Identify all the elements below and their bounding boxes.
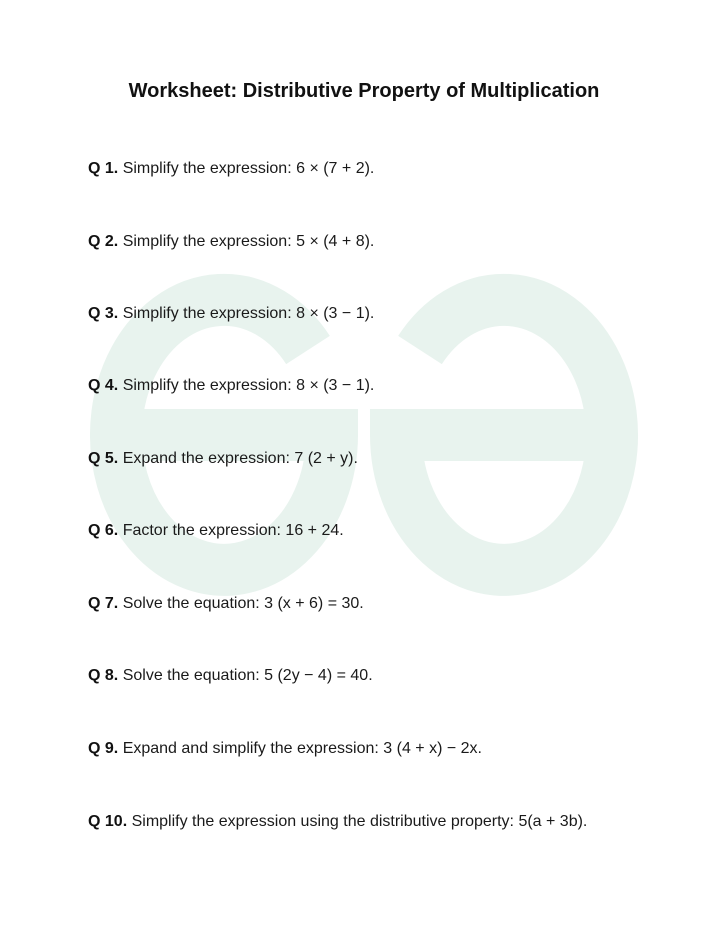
question-text: Simplify the expression: 8 × (3 − 1).	[122, 305, 375, 322]
question-text: Simplify the expression: 5 × (4 + 8).	[122, 233, 375, 250]
question-text: Simplify the expression using the distributive property: 5(a + 3b).	[131, 813, 588, 830]
question-item	[88, 740, 482, 758]
question-item	[88, 233, 374, 251]
question-text: Expand and simplify the expression: 3 (4 + x) − 2x.	[122, 740, 482, 757]
question-number: Q 9.	[88, 740, 119, 757]
question-item	[88, 595, 364, 613]
question-number: Q 2.	[88, 233, 119, 250]
question-item	[88, 377, 374, 395]
question-item	[88, 305, 374, 323]
question-text: Solve the equation: 5 (2y − 4) = 40.	[122, 667, 373, 684]
question-text: Simplify the expression: 8 × (3 − 1).	[122, 377, 375, 394]
question-number: Q 3.	[88, 305, 119, 322]
question-item	[88, 522, 344, 540]
page-title: Worksheet: Distributive Property of Multiplication	[128, 80, 600, 102]
question-number: Q 7.	[88, 595, 119, 612]
question-number: Q 1.	[88, 160, 119, 177]
question-number: Q 8.	[88, 667, 119, 684]
question-number: Q 4.	[88, 377, 119, 394]
question-text: Factor the expression: 16 + 24.	[122, 522, 344, 539]
question-item	[88, 450, 358, 468]
question-text: Expand the expression: 7 (2 + y).	[122, 450, 358, 467]
question-item	[88, 160, 374, 178]
question-number: Q 6.	[88, 522, 119, 539]
question-item	[88, 813, 587, 831]
question-item	[88, 667, 373, 685]
question-text: Solve the equation: 3 (x + 6) = 30.	[122, 595, 364, 612]
question-number: Q 10.	[88, 813, 128, 830]
question-number: Q 5.	[88, 450, 119, 467]
question-text: Simplify the expression: 6 × (7 + 2).	[122, 160, 375, 177]
